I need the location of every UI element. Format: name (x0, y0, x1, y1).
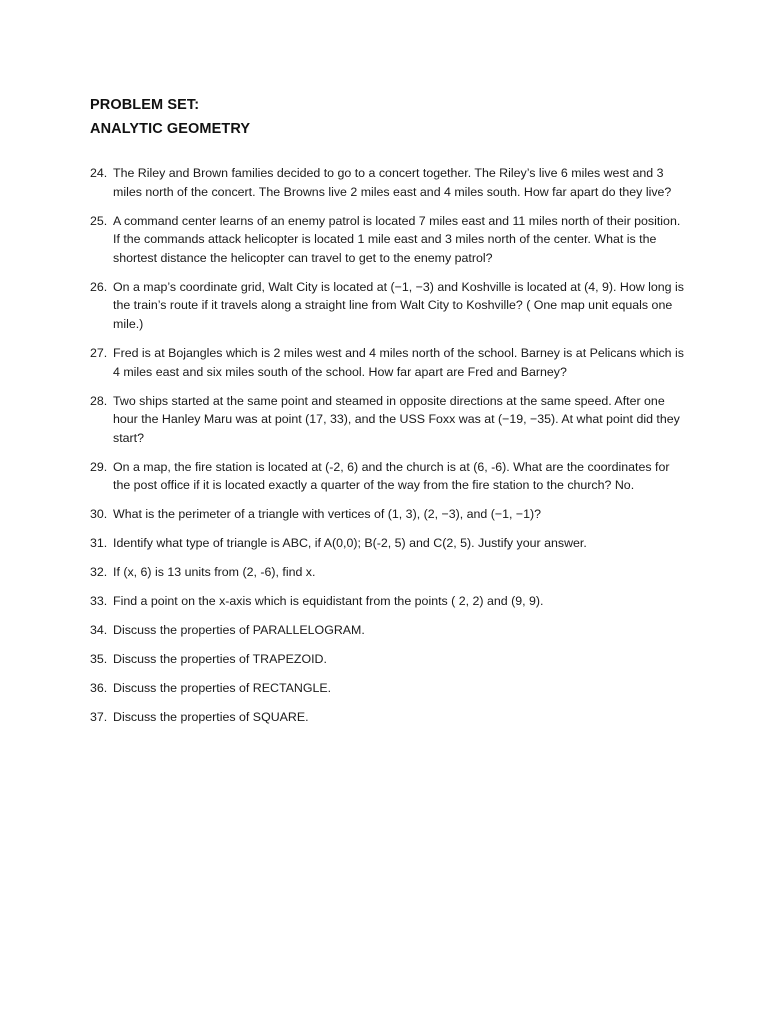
problem-item (90, 592, 690, 611)
problem-number: 34. (90, 623, 108, 638)
problem-number: 29. (90, 459, 108, 474)
problem-number: 28. (90, 393, 108, 408)
problem-item (90, 458, 690, 495)
problem-text: Find a point on the x-axis which is equidistant from the points ( 2, 2) and (9, 9). (113, 594, 544, 609)
problem-text: What is the perimeter of a triangle with vertices of (1, 3), (2, −3), and (−1, −1)? (113, 507, 542, 522)
title-line-2: ANALYTIC GEOMETRY (90, 121, 251, 137)
problem-number: 30. (90, 507, 108, 522)
problem-item (90, 621, 690, 640)
problem-text: Two ships started at the same point and steamed in opposite directions at the same speed. After one hour the Hanley Maru was at point (17, 33), and the USS Foxx was at (−19, −35). At what point did they start? (113, 393, 680, 445)
problem-item (90, 164, 690, 201)
problem-number: 35. (90, 652, 108, 667)
problem-text: Discuss the properties of RECTANGLE. (113, 681, 332, 696)
problem-text: On a map’s coordinate grid, Walt City is located at (−1, −3) and Koshville is located at (4, 9). How long is the train’s route if it travels along a straight line from Walt City to Koshville? ( One map unit equals one mile.) (113, 279, 684, 331)
problem-text: On a map, the fire station is located at (-2, 6) and the church is at (6, -6). What are the coordinates for the post office if it is located exactly a quarter of the way from the fire station to the church? No. (113, 459, 670, 493)
problem-text: Discuss the properties of SQUARE. (113, 710, 309, 725)
problem-number: 25. (90, 213, 108, 228)
problem-number: 36. (90, 681, 108, 696)
problem-item (90, 212, 690, 268)
problem-item (90, 392, 690, 448)
problem-number: 37. (90, 710, 108, 725)
title-block (90, 93, 250, 141)
problem-number: 26. (90, 279, 108, 294)
problem-number: 31. (90, 536, 108, 551)
problem-item (90, 534, 690, 553)
problem-number: 32. (90, 565, 108, 580)
problem-text: Discuss the properties of PARALLELOGRAM. (113, 623, 365, 638)
problem-item (90, 563, 690, 582)
problem-item (90, 505, 690, 524)
problem-item (90, 708, 690, 727)
problem-text: If (x, 6) is 13 units from (2, -6), find x. (113, 565, 316, 580)
problem-text: Fred is at Bojangles which is 2 miles west and 4 miles north of the school. Barney is at Pelicans which is 4 miles east and six miles south of the school. How far apart are Fred and Barney? (113, 345, 684, 379)
problem-item (90, 679, 690, 698)
problem-text: A command center learns of an enemy patrol is located 7 miles east and 11 miles north of their position. If the commands attack helicopter is located 1 mile east and 3 miles north of the center. What is the shortest distance the helicopter can travel to get to the enemy patrol? (113, 213, 681, 265)
problem-text: Discuss the properties of TRAPEZOID. (113, 652, 327, 667)
problem-item (90, 344, 690, 381)
problem-text: Identify what type of triangle is ABC, if A(0,0); B(-2, 5) and C(2, 5). Justify your answer. (113, 536, 587, 551)
problem-list (90, 164, 690, 737)
problem-number: 33. (90, 594, 108, 609)
problem-number: 27. (90, 345, 108, 360)
problem-number: 24. (90, 166, 108, 180)
problem-text: The Riley and Brown families decided to go to a concert together. The Riley’s live 6 miles west and 3 miles north of the concert. The Browns live 2 miles east and 4 miles south. How far apart do they live? (113, 166, 672, 199)
problem-item (90, 278, 690, 334)
problem-item (90, 650, 690, 669)
title-line-1: PROBLEM SET: (90, 97, 200, 113)
